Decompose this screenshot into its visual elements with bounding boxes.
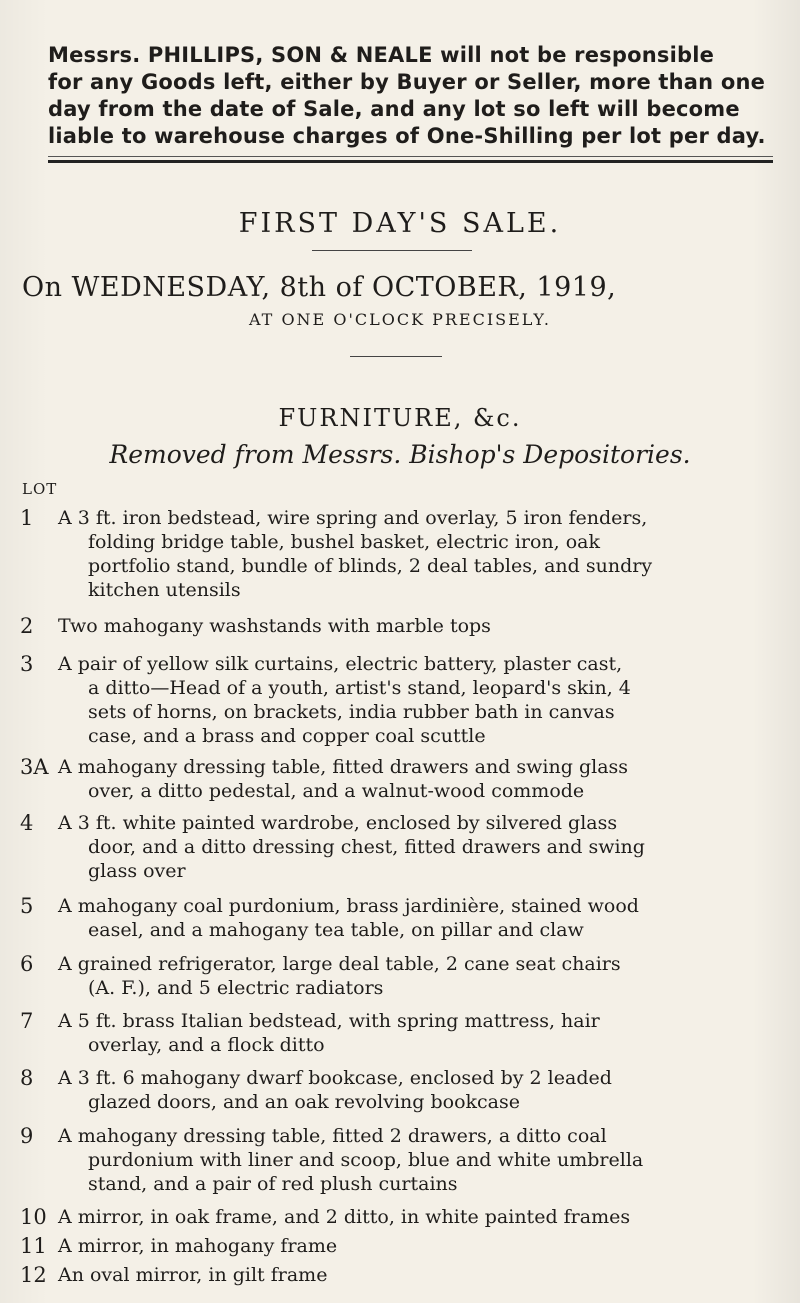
time-underline xyxy=(350,356,442,357)
lot-line: An oval mirror, in gilt frame xyxy=(58,1264,328,1286)
lot-description xyxy=(58,894,780,942)
notice-line: Messrs. PHILLIPS, SON & NEALE will not be responsible xyxy=(48,43,715,67)
sale-date: On WEDNESDAY, 8th of OCTOBER, 1919, xyxy=(22,272,617,303)
heading-underline xyxy=(312,250,472,251)
sale-time: AT ONE O'CLOCK PRECISELY. xyxy=(249,310,551,329)
lot-description xyxy=(58,1124,780,1196)
lot-number: 12 xyxy=(20,1263,47,1287)
lot-description xyxy=(58,1009,780,1057)
lot-number: 3A xyxy=(20,755,49,779)
lot-line: A 3 ft. 6 mahogany dwarf bookcase, enclosed by 2 leaded xyxy=(58,1067,612,1089)
lot-line: easel, and a mahogany tea table, on pillar and claw xyxy=(88,919,584,941)
notice-line: for any Goods left, either by Buyer or Seller, more than one xyxy=(48,70,766,94)
notice-line: day from the date of Sale, and any lot so left will become xyxy=(48,97,740,121)
lot-description xyxy=(58,811,780,883)
lot-line: A 3 ft. iron bedstead, wire spring and overlay, 5 iron fenders, xyxy=(58,507,648,529)
lot-line: A pair of yellow silk curtains, electric battery, plaster cast, xyxy=(58,653,623,675)
lot-line: purdonium with liner and scoop, blue and white umbrella xyxy=(88,1149,644,1171)
lot-description xyxy=(58,614,780,638)
lot-number: 8 xyxy=(20,1066,34,1090)
lot-line: A grained refrigerator, large deal table, 2 cane seat chairs xyxy=(58,953,621,975)
lot-line: overlay, and a flock ditto xyxy=(88,1034,325,1056)
lot-description xyxy=(58,1066,780,1114)
lot-number: 10 xyxy=(20,1205,47,1229)
lot-line: A mirror, in oak frame, and 2 ditto, in white painted frames xyxy=(58,1206,631,1228)
lot-line: A 3 ft. white painted wardrobe, enclosed by silvered glass xyxy=(58,812,618,834)
lot-line: stand, and a pair of red plush curtains xyxy=(88,1173,458,1195)
lot-line: A mirror, in mahogany frame xyxy=(58,1235,338,1257)
lot-number: 7 xyxy=(20,1009,34,1033)
lot-number: 9 xyxy=(20,1124,34,1148)
lot-line: Two mahogany washstands with marble tops xyxy=(58,615,491,637)
lot-number: 11 xyxy=(20,1234,47,1258)
section-heading: FURNITURE, &c. xyxy=(278,404,522,432)
lot-number: 6 xyxy=(20,952,34,976)
lot-description xyxy=(58,755,780,803)
lot-number: 4 xyxy=(20,811,34,835)
divider-thick xyxy=(48,160,773,163)
lot-description xyxy=(58,952,780,1000)
lot-line: over, a ditto pedestal, and a walnut-wood commode xyxy=(88,780,585,802)
lot-description xyxy=(58,1205,780,1229)
responsibility-notice xyxy=(48,42,778,150)
lot-line: A 5 ft. brass Italian bedstead, with spring mattress, hair xyxy=(58,1010,600,1032)
lot-line: glass over xyxy=(88,860,186,882)
lot-line: portfolio stand, bundle of blinds, 2 deal tables, and sundry xyxy=(88,555,653,577)
lot-line: case, and a brass and copper coal scuttle xyxy=(88,725,486,747)
lot-number: 3 xyxy=(20,652,34,676)
divider-thin xyxy=(48,156,773,157)
lot-line: door, and a ditto dressing chest, fitted drawers and swing xyxy=(88,836,645,858)
lot-description xyxy=(58,652,780,748)
lot-line: A mahogany dressing table, fitted drawers and swing glass xyxy=(58,756,629,778)
lot-line: glazed doors, and an oak revolving bookcase xyxy=(88,1091,521,1113)
lot-line: A mahogany coal purdonium, brass jardinière, stained wood xyxy=(58,895,639,917)
lot-line: (A. F.), and 5 electric radiators xyxy=(88,977,384,999)
notice-line: liable to warehouse charges of One-Shilling per lot per day. xyxy=(48,124,766,148)
lot-number: 2 xyxy=(20,614,34,638)
source-line: Removed from Messrs. Bishop's Depositories. xyxy=(109,440,691,469)
lot-number: 1 xyxy=(20,506,34,530)
lot-column-header: LOT xyxy=(22,480,58,498)
lot-number: 5 xyxy=(20,894,34,918)
lot-line: folding bridge table, bushel basket, electric iron, oak xyxy=(88,531,601,553)
lot-description xyxy=(58,506,780,602)
lot-line: kitchen utensils xyxy=(88,579,241,601)
lot-description xyxy=(58,1234,780,1258)
lot-line: a ditto—Head of a youth, artist's stand, leopard's skin, 4 xyxy=(88,677,631,699)
lot-line: sets of horns, on brackets, india rubber bath in canvas xyxy=(88,701,615,723)
lot-description xyxy=(58,1263,780,1287)
sale-heading: FIRST DAY'S SALE. xyxy=(238,208,562,239)
lot-line: A mahogany dressing table, fitted 2 drawers, a ditto coal xyxy=(58,1125,607,1147)
